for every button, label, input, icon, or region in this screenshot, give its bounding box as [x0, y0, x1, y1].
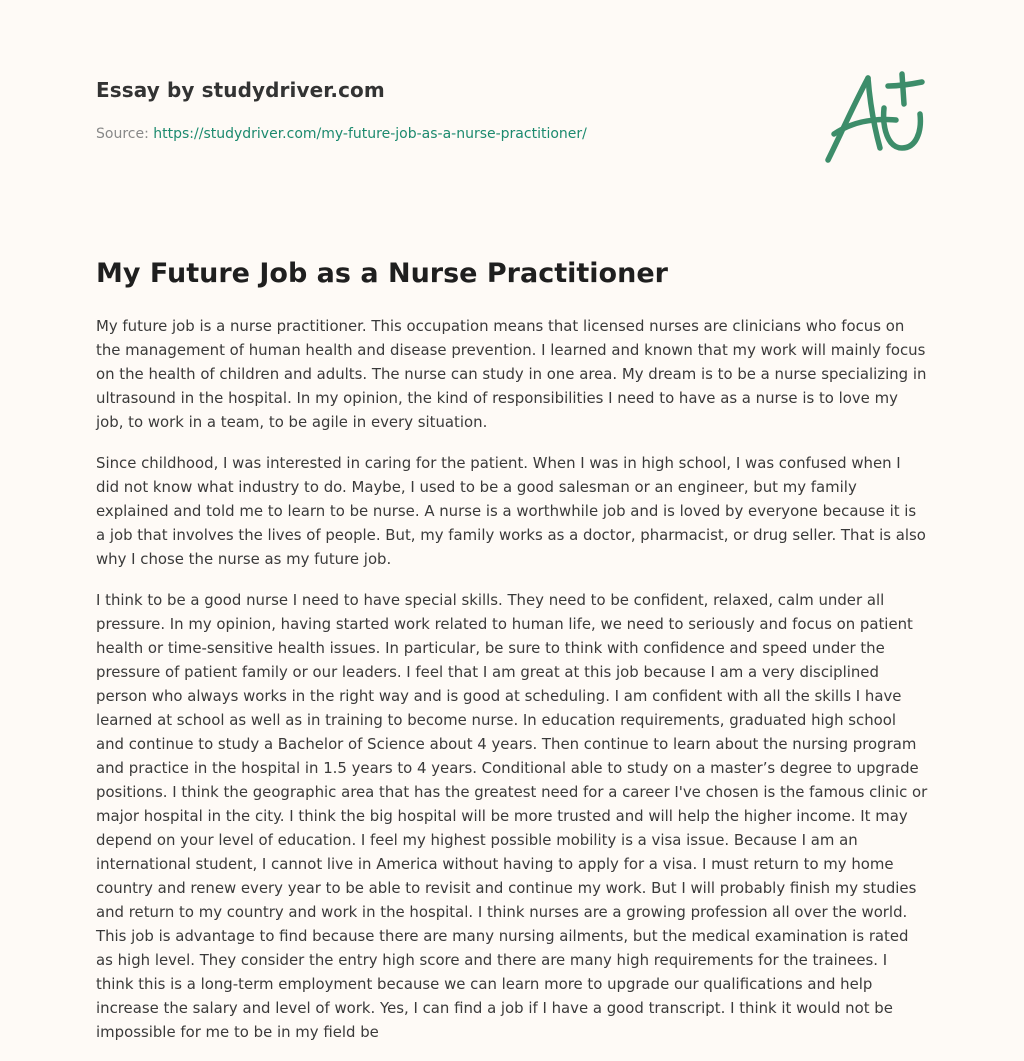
essay-title: My Future Job as a Nurse Practitioner [96, 258, 668, 289]
source-link[interactable]: https://studydriver.com/my-future-job-as-a-nurse-practitioner/ [153, 126, 587, 142]
site-brand: Essay by studydriver.com [96, 78, 385, 102]
essay-paragraph: My future job is a nurse practitioner. This occupation means that licensed nurses are clinicians who focus on the management of human health and disease prevention. I learned and known that my work will mainly focus on the health of children and adults. The nurse can study in one area. My dream is to be a nurse specializing in ultrasound in the hospital. In my opinion, the kind of responsibilities I need to have as a nurse is to love my job, to work in a team, to be agile in every situation. [96, 317, 927, 431]
essay-paragraph: Since childhood, I was interested in caring for the patient. When I was in high school, I was confused when I did not know what industry to do. Maybe, I used to be a good salesman or an engineer, but my family explained and told me to learn to be nurse. A nurse is a worthwhile job and is loved by everyone because it is a job that involves the lives of people. But, my family works as a doctor, pharmacist, or drug seller. That is also why I chose the nurse as my future job. [96, 454, 926, 568]
source-label: Source: [96, 126, 154, 142]
essay-body [96, 314, 928, 1061]
source-line [96, 124, 736, 144]
a-plus-logo-icon [818, 64, 930, 168]
essay-paragraph: I think to be a good nurse I need to have special skills. They need to be confident, relaxed, calm under all pressure. In my opinion, having started work related to human life, we need to seriously and focus on patient health or time-sensitive health issues. In particular, be sure to think with confidence and speed under the pressure of patient family or our leaders. I feel that I am great at this job because I am a very disciplined person who always works in the right way and is good at scheduling. I am confident with all the skills I have learned at school as well as in training to become nurse. In education requirements, graduated high school and continue to study a Bachelor of Science about 4 years. Then continue to learn about the nursing program and practice in the hospital in 1.5 years to 4 years. Conditional able to study on a master’s degree to upgrade positions. I think the geographic area that has the greatest need for a career I've chosen is the famous clinic or major hospital in the city. I think the big hospital will be more trusted and will help the higher income. It may depend on your level of education. I feel my highest possible mobility is a visa issue. Because I am an international student, I cannot live in America without having to apply for a visa. I must return to my home country and renew every year to be able to revisit and continue my work. But I will probably finish my studies and return to my country and work in the hospital. I think nurses are a growing profession all over the world. This job is advantage to find because there are many nursing ailments, but the medical examination is rated as high level. They consider the entry high score and there are many high requirements for the trainees. I think this is a long-term employment because we can learn more to upgrade our qualifications and help increase the salary and level of work. Yes, I can find a job if I have a good transcript. I think it would not be impossible for me to be in my field be [96, 591, 928, 1041]
essay-header [96, 76, 736, 144]
